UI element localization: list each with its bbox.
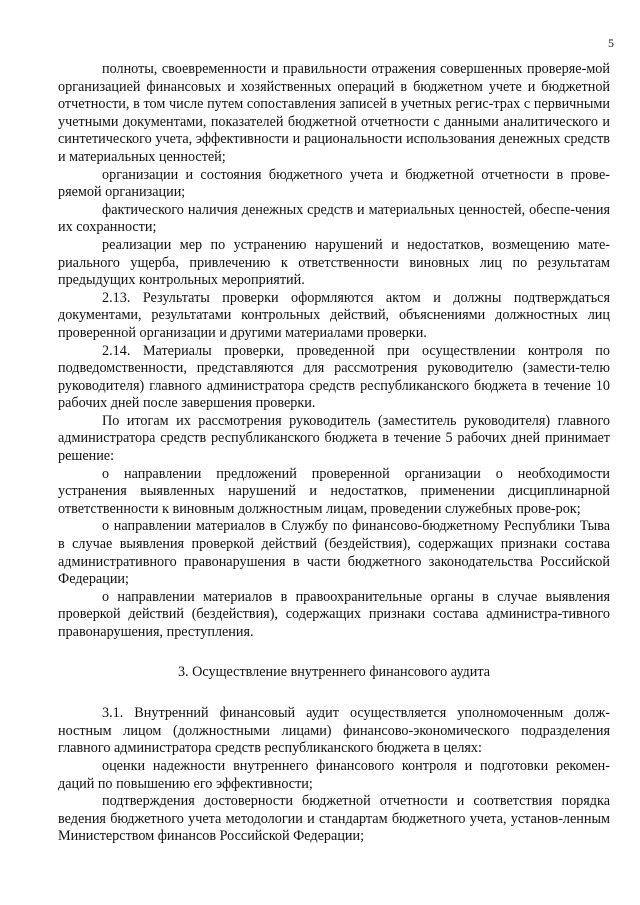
paragraph: о направлении материалов в правоохранительные органы в случае выявления проверкой действий (бездействия), содержащих признаки состава администра-тивного правонарушения, преступления.: [58, 588, 610, 640]
page-number: 5: [608, 36, 614, 50]
paragraph: 2.14. Материалы проверки, проведенной при осуществлении контроля по подведомственности, представляются для рассмотрения руководителю (замести-телю руководителя) главного администратора средств республиканского бюджета в течение 10 рабочих дней после завершения проверки.: [58, 342, 610, 412]
document-body: [58, 61, 610, 846]
section-heading: 3. Осуществление внутреннего финансового аудита: [177, 663, 491, 680]
paragraph: По итогам их рассмотрения руководитель (заместитель руководителя) главного администратора средств республиканского бюджета в течение 5 рабочих дней принимает решение:: [58, 412, 610, 465]
paragraph: подтверждения достоверности бюджетной отчетности и соответствия порядка ведения бюджетного учета методологии и стандартам бюджетного учета, установ-ленным Министерством финансов Российской Федерации;: [58, 793, 610, 845]
paragraph: о направлении материалов в Службу по финансово-бюджетному Республики Тыва в случае выявления проверкой действий (бездействия), содержащих признаки состава административного правонарушения в части бюджетного законодательства Российской Федерации;: [58, 518, 610, 588]
paragraph: полноты, своевременности и правильности отражения совершенных проверяе-мой организацией финансовых и хозяйственных операций в бюджетном учете и бюджетной отчетности, в том числе путем сопоставления записей в учетных регис-трах с первичными учетными документами, показателей бюджетной отчетности с данными аналитического и синтетического учета, эффективности и рациональности использования денежных средств и материальных ценностей;: [58, 61, 610, 165]
paragraph: фактического наличия денежных средств и материальных ценностей, обеспе-чения их сохранности;: [58, 201, 610, 236]
paragraph: реализации мер по устранению нарушений и недостатков, возмещению мате-риального ущерба, привлечению к ответственности виновных лиц по результатам предыдущих контрольных мероприятий.: [58, 236, 610, 289]
paragraph: оценки надежности внутреннего финансового контроля и подготовки рекомен-даций по повышению его эффективности;: [58, 757, 610, 792]
paragraph: 3.1. Внутренний финансовый аудит осуществляется уполномоченным долж-ностным лицом (должностными лицами) финансово-экономического подразделения главного администратора средств республиканского бюджета в целях:: [58, 705, 610, 757]
paragraph: о направлении предложений проверенной организации о необходимости устранения выявленных нарушений и недостатков, применении дисциплинарной ответственности к виновным должностным лицам, проведении служебных прове-рок;: [58, 465, 610, 517]
paragraph: организации и состояния бюджетного учета и бюджетной отчетности в прове-ряемой организации;: [58, 166, 610, 201]
paragraph: 2.13. Результаты проверки оформляются актом и должны подтверждаться документами, результатами контрольных действий, объяснениями должностных лиц проверенной организации и другими материалами проверки.: [58, 289, 610, 341]
